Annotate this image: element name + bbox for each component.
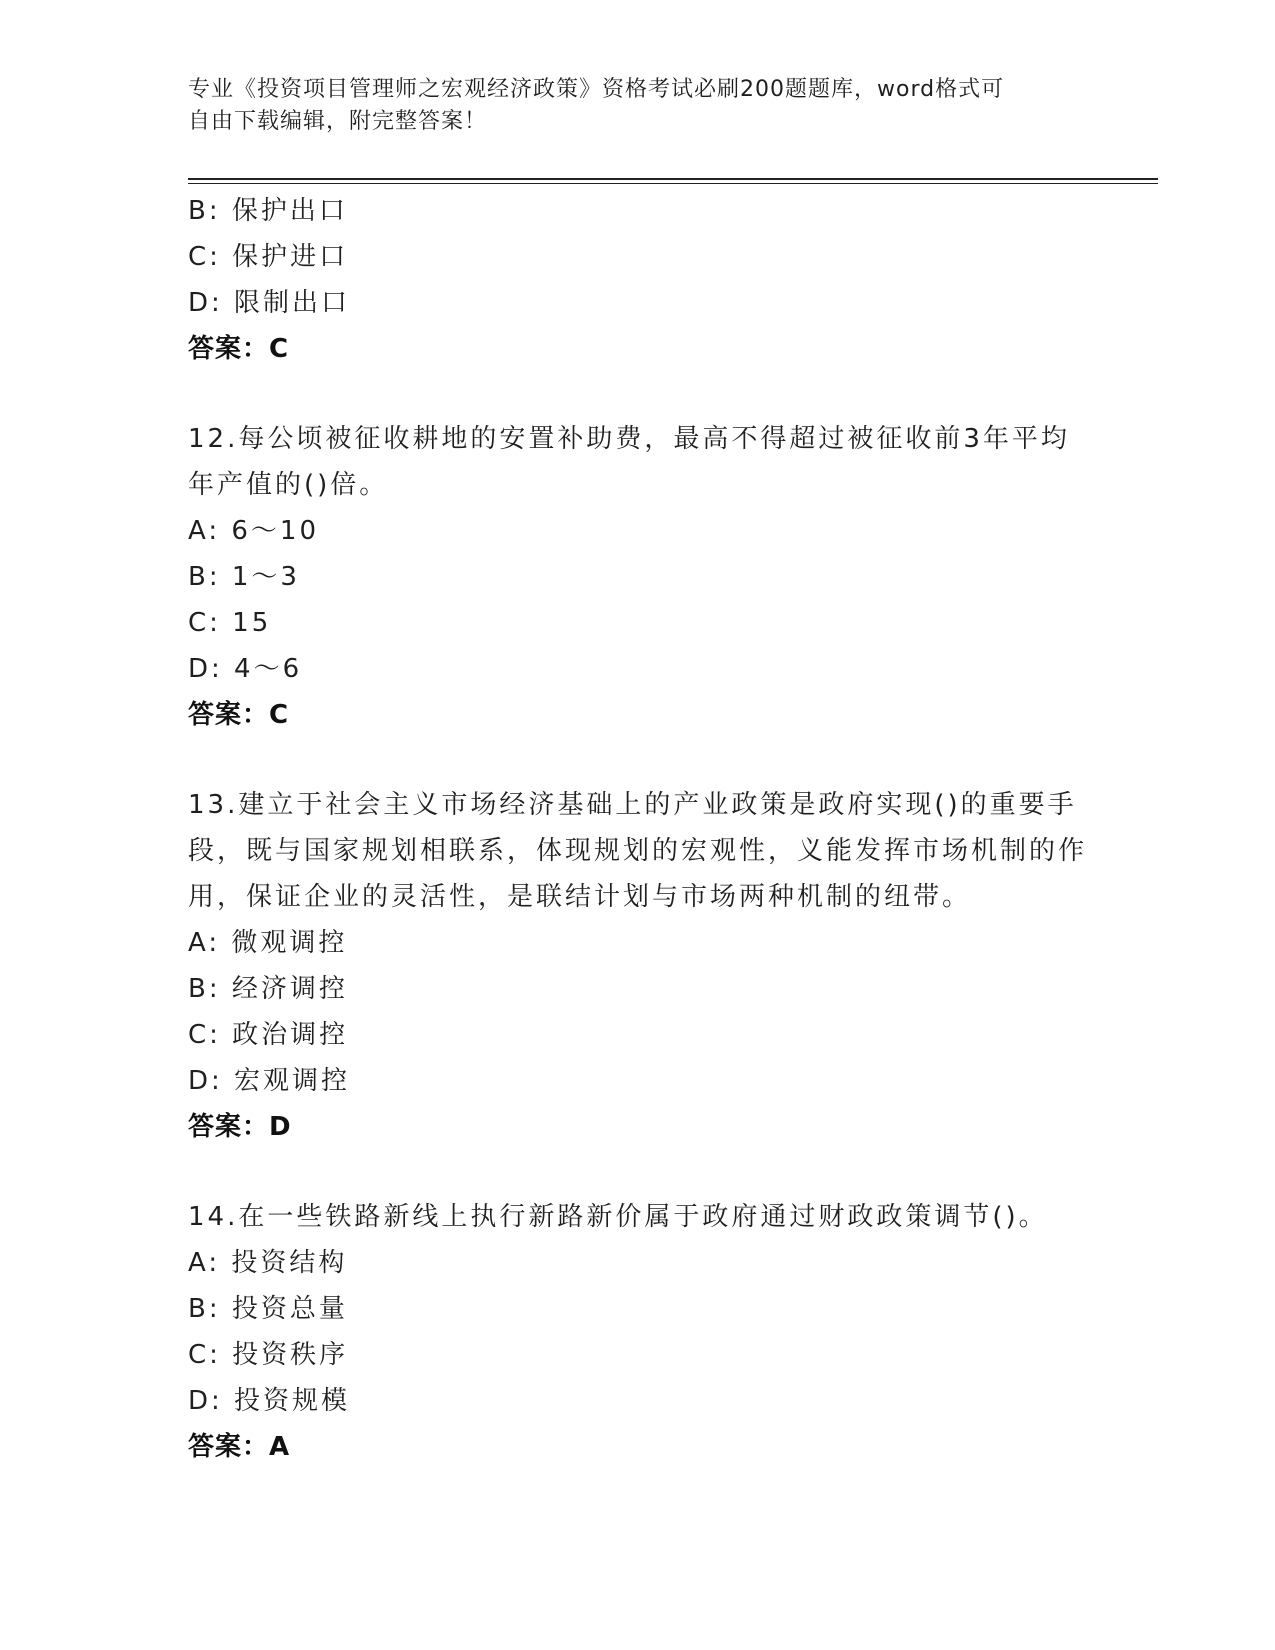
option-c: C: 保护进口: [188, 242, 349, 272]
question-block-13: [188, 782, 1088, 1150]
header-line-2: 自由下载编辑，附完整答案！: [188, 109, 488, 134]
header-rule-thick: [188, 178, 1158, 180]
header-line-1: 专业《投资项目管理师之宏观经济政策》资格考试必刷200题题库，word格式可: [188, 77, 1005, 102]
question-stem: 14.在一些铁路新线上执行新路新价属于政府通过财政政策调节()。: [188, 1202, 1048, 1232]
option-b: B: 经济调控: [188, 974, 348, 1004]
question-block-11: [188, 188, 1088, 372]
answer-line: 答案：D: [188, 1112, 292, 1142]
answer-line: 答案：C: [188, 334, 290, 364]
spacer: [188, 738, 1088, 782]
header-rule-thin: [188, 183, 1158, 184]
question-block-12: [188, 416, 1088, 738]
option-a: A: 投资结构: [188, 1248, 348, 1278]
page-header: [188, 74, 1068, 138]
option-a: A: 微观调控: [188, 928, 348, 958]
option-b: B: 保护出口: [188, 196, 348, 226]
option-d: D: 投资规模: [188, 1386, 351, 1416]
question-stem: 12.每公顷被征收耕地的安置补助费，最高不得超过被征收前3年平均年产值的()倍。: [188, 424, 1070, 500]
spacer: [188, 372, 1088, 416]
option-d: D: 限制出口: [188, 288, 351, 318]
question-block-14: [188, 1194, 1088, 1470]
option-d: D: 宏观调控: [188, 1066, 351, 1096]
question-list: [188, 188, 1088, 1470]
option-d: D: 4～6: [188, 654, 303, 684]
option-b: B: 1～3: [188, 562, 300, 592]
spacer: [188, 1150, 1088, 1194]
answer-line: 答案：A: [188, 1432, 291, 1462]
answer-line: 答案：C: [188, 700, 290, 730]
option-c: C: 投资秩序: [188, 1340, 349, 1370]
question-stem: 13.建立于社会主义市场经济基础上的产业政策是政府实现()的重要手段，既与国家规划相联系，体现规划的宏观性，义能发挥市场机制的作用，保证企业的灵活性，是联结计划与市场两种机制的纽带。: [188, 790, 1088, 912]
option-b: B: 投资总量: [188, 1294, 348, 1324]
option-a: A: 6～10: [188, 516, 319, 546]
option-c: C: 15: [188, 608, 272, 638]
option-c: C: 政治调控: [188, 1020, 349, 1050]
